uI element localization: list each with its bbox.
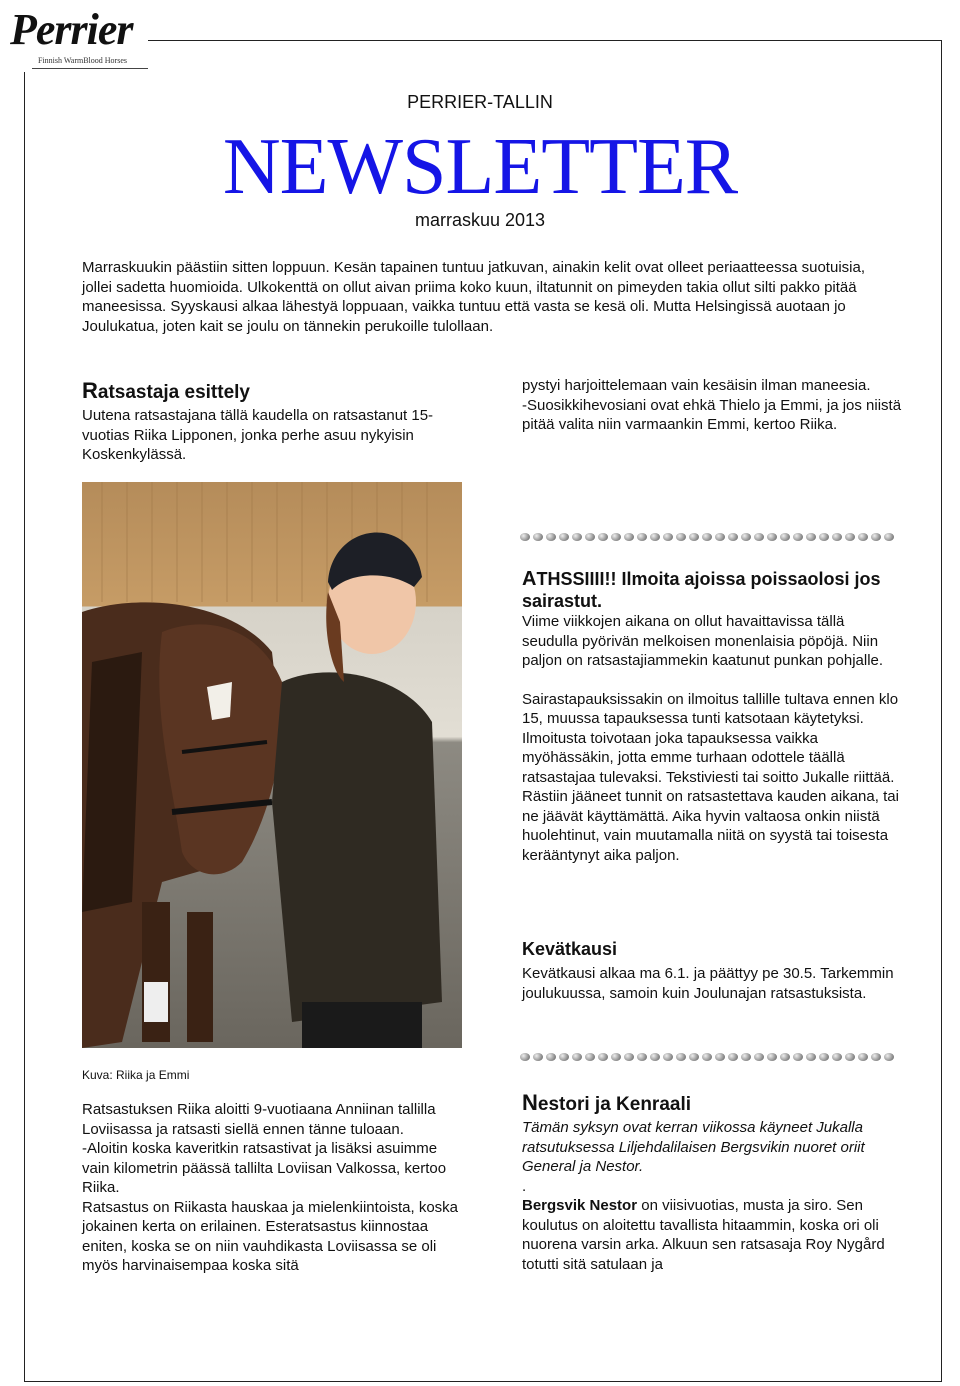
divider-dot	[585, 533, 595, 541]
nestori-article	[522, 1090, 902, 1274]
divider-dot	[806, 533, 816, 541]
divider-dot	[884, 1053, 894, 1061]
divider-dot	[546, 1053, 556, 1061]
rider-article	[82, 378, 462, 465]
divider-dot	[585, 1053, 595, 1061]
logo-divider	[32, 68, 148, 69]
spring-heading: Kevätkausi	[522, 939, 618, 959]
divider-dot	[520, 1053, 530, 1061]
divider-dot	[650, 533, 660, 541]
logo-tagline: Finnish WarmBlood Horses	[38, 56, 127, 65]
divider-dot	[858, 533, 868, 541]
divider-dot	[845, 1053, 855, 1061]
rider-continued-2: -Suosikkihevosiani ovat ehkä Thielo ja Emmi, ja jos niistä pitää valita niin varmaankin Emmi, kertoo Riika.	[522, 396, 902, 433]
rider-continued-1: pystyi harjoittelemaan vain kesäisin ilman maneesia.	[522, 377, 871, 394]
photo-caption: Kuva: Riika ja Emmi	[82, 1068, 190, 1082]
divider-dot	[702, 1053, 712, 1061]
divider-dot	[663, 533, 673, 541]
spring-article	[522, 938, 902, 1003]
rider-body-1: Ratsastuksen Riika aloitti 9-vuotiaana Anniinan tallilla Loviisassa ja ratsasti siellä ennen tänne tuloaan.	[82, 1101, 436, 1138]
divider-dot	[546, 533, 556, 541]
divider-dot	[637, 533, 647, 541]
newsletter-title: NEWSLETTER	[222, 123, 738, 211]
divider-dot	[780, 533, 790, 541]
divider-dot	[741, 533, 751, 541]
section-divider-2	[520, 1053, 894, 1063]
stable-name: PERRIER-TALLIN	[407, 92, 553, 112]
divider-dot	[702, 533, 712, 541]
divider-dot	[741, 1053, 751, 1061]
divider-dot	[520, 533, 530, 541]
divider-dot	[559, 533, 569, 541]
divider-dot	[728, 1053, 738, 1061]
nestori-body: Bergsvik Nestor on viisivuotias, musta ja siro. Sen koulutus on aloitettu tavallista hitaammin, koska ori oli nuorena varsin arka. Alkuun sen ratsasaja Roy Nygård totutti sitä satulaan ja	[522, 1197, 885, 1273]
divider-dot	[806, 1053, 816, 1061]
divider-dot	[611, 533, 621, 541]
divider-dot	[715, 1053, 725, 1061]
divider-dot	[871, 533, 881, 541]
divider-dot	[728, 533, 738, 541]
section-divider	[520, 533, 894, 543]
sick-notice-p3: Rästiin jääneet tunnit on ratsastettava kauden aikana, tai ne jäävät käyttämättä. Aika hyvin valtaosa onkin niistä huolehtinut, vain muutamalla niitä on syystä tai toisesta kerääntynyt aika paljon.	[522, 788, 899, 864]
rider-article-continued	[522, 376, 902, 435]
divider-dot	[533, 1053, 543, 1061]
divider-dot	[637, 1053, 647, 1061]
divider-dot	[767, 1053, 777, 1061]
divider-dot	[559, 1053, 569, 1061]
spring-body: Kevätkausi alkaa ma 6.1. ja päättyy pe 30.5. Tarkemmin joulukuussa, samoin kuin Joulunajan ratsastuksista.	[522, 965, 894, 1002]
divider-dot	[793, 533, 803, 541]
sick-notice-p2: Sairastapauksissakin on ilmoitus tallille tultava ennen klo 15, muussa tapauksessa tunti katsotaan käytetyksi. Ilmoitusta toivotaan joka tapauksessa vaikka myöhässäkin, jotta emme turhaan odottele täällä ratsastajaa tulevaksi. Tekstiviesti tai soitto Jukalle riittää.	[522, 690, 899, 786]
divider-dot	[819, 1053, 829, 1061]
divider-dot	[780, 1053, 790, 1061]
rider-article-body	[82, 1100, 462, 1276]
sick-notice-heading: ATHSSIIII!! Ilmoita ajoissa poissaolosi jos sairastut.	[522, 568, 881, 611]
sick-notice-p1: Viime viikkojen aikana on ollut havaittavissa tällä seudulla pyörivän melkoisen monenlaisia pöpöjä. Niin paljon on ratsastajiammekin kaatunut punkan pohjalle.	[522, 613, 884, 669]
divider-dot	[650, 1053, 660, 1061]
perrier-logo	[8, 4, 148, 72]
divider-dot	[767, 533, 777, 541]
photo-illustration	[82, 482, 462, 1048]
rider-heading: Ratsastaja esittely	[82, 378, 250, 403]
logo-wordmark: Perrier	[10, 5, 133, 54]
nestori-dot: .	[522, 1177, 527, 1195]
divider-dot	[715, 533, 725, 541]
issue-date: marraskuu 2013	[414, 210, 546, 230]
rider-horse-photo	[82, 482, 462, 1048]
divider-dot	[663, 1053, 673, 1061]
divider-dot	[676, 1053, 686, 1061]
divider-dot	[676, 533, 686, 541]
divider-dot	[598, 1053, 608, 1061]
divider-dot	[858, 1053, 868, 1061]
nestori-horse-name: Bergsvik Nestor	[522, 1197, 638, 1214]
divider-dot	[611, 1053, 621, 1061]
divider-dot	[832, 1053, 842, 1061]
divider-dot	[871, 1053, 881, 1061]
divider-dot	[572, 533, 582, 541]
divider-dot	[689, 1053, 699, 1061]
divider-dot	[884, 533, 894, 541]
divider-dot	[754, 533, 764, 541]
nestori-lead: Tämän syksyn ovat kerran viikossa käyneet Jukalla ratsutuksessa Liljehdalilaisen Bergsvikin nuoret oriit General ja Nestor.	[522, 1119, 865, 1175]
divider-dot	[572, 1053, 582, 1061]
nestori-heading: Nestori ja Kenraali	[522, 1090, 692, 1115]
divider-dot	[819, 533, 829, 541]
rider-lead: Uutena ratsastajana tällä kaudella on ratsastanut 15-vuotias Riika Lipponen, jonka perhe asuu nykyisin Koskenkylässä.	[82, 407, 434, 463]
divider-dot	[598, 533, 608, 541]
divider-dot	[624, 533, 634, 541]
divider-dot	[754, 1053, 764, 1061]
divider-dot	[793, 1053, 803, 1061]
intro-paragraph: Marraskuukin päästiin sitten loppuun. Kesän tapainen tuntuu jatkuvan, ainakin kelit ovat olleet periaatteessa suotuisia, jollei sadetta huomioida. Ulkokenttä on ollut aivan priima koko kuun, iltatunnit on pimeyden takia ollut silti pakko pitää maneesissa. Syyskausi alkaa lähestyä loppuaan, vaikka tuntuu että vasta se kesä oli. Mutta Helsingissä auotaan jo Joulukatua, joten kait se joulu on tännekin perukoille tulollaan.	[82, 259, 865, 335]
divider-dot	[533, 533, 543, 541]
sick-notice-article	[522, 568, 902, 865]
rider-body-3: Ratsastus on Riikasta hauskaa ja mielenkiintoista, koska jokainen kerta on erilainen. Esteratsastus kiinnostaa eniten, koska se on niin vauhdikasta Loviisassa se oli myös harvinaisempaa koska sitä	[82, 1198, 459, 1274]
divider-dot	[832, 533, 842, 541]
divider-dot	[689, 533, 699, 541]
divider-dot	[624, 1053, 634, 1061]
rider-body-2: -Aloitin koska kaveritkin ratsastivat ja lisäksi asuimme vain kilometrin päässä tallilta Loviisan Valkossa, kertoo Riika.	[82, 1140, 447, 1196]
divider-dot	[845, 533, 855, 541]
